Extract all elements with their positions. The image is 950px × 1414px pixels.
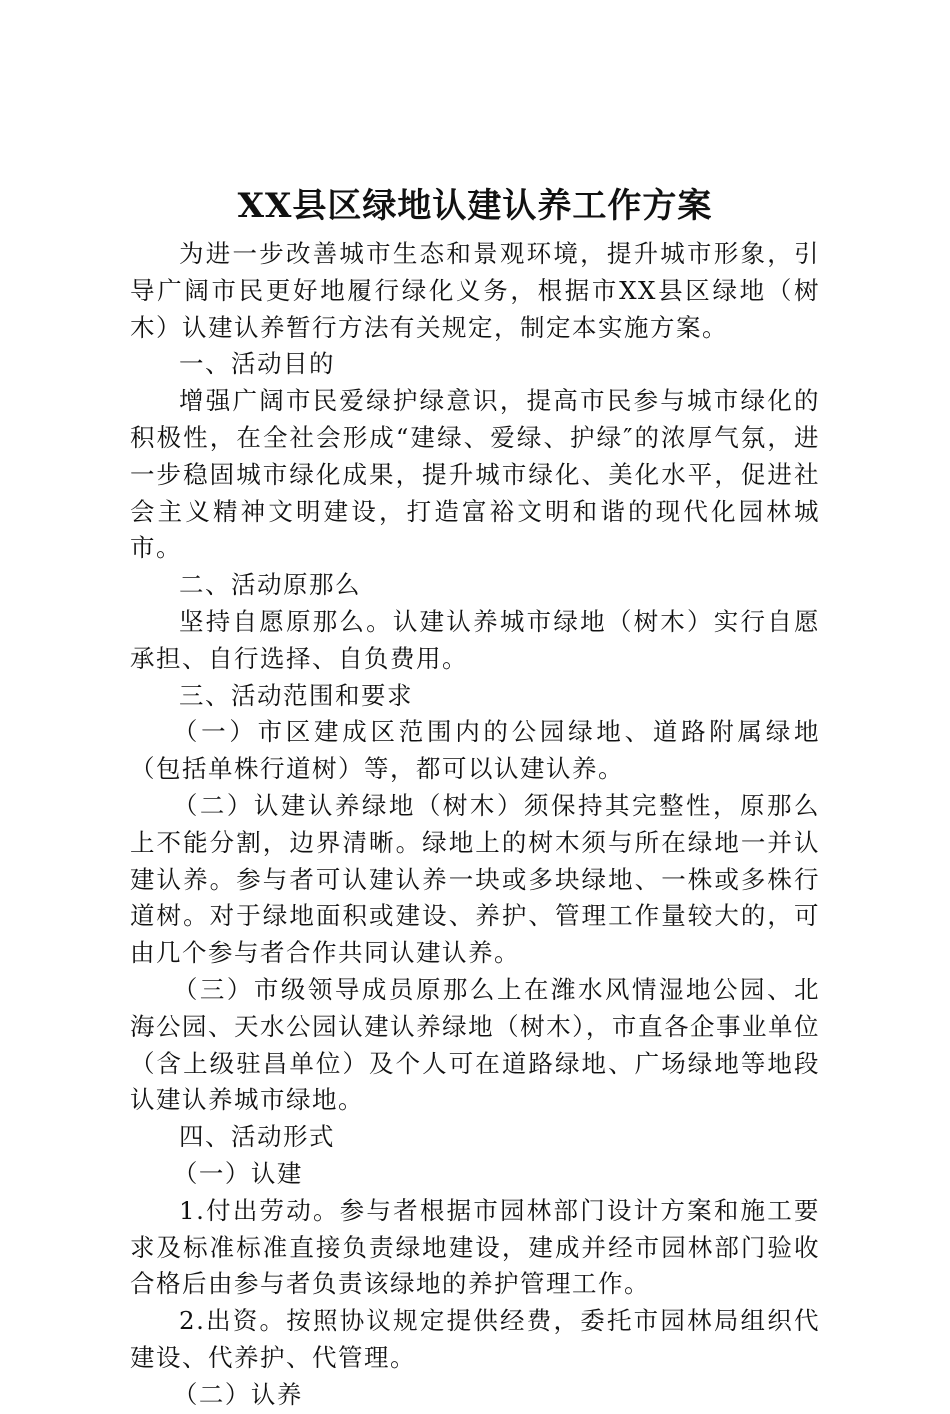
principle-paragraph: 坚持自愿原那么。认建认养城市绿地（树木）实行自愿承担、自行选择、自负费用。 bbox=[130, 606, 820, 673]
intro-paragraph: 为进一步改善城市生态和景观环境，提升城市形象，引导广阔市民更好地履行绿化义务，根据市XX县区绿地（树木）认建认养暂行方法有关规定，制定本实施方案。 bbox=[130, 239, 820, 342]
document-page bbox=[130, 180, 820, 1414]
scope-item-2: （二）认建认养绿地（树木）须保持其完整性，原那么上不能分割，边界清晰。绿地上的树木须与所在绿地一并认建认养。参与者可认建认养一块或多块绿地、一株或多株行道树。对于绿地面积或建设、养护、管理工作量较大的，可由几个参与者合作共同认建认养。 bbox=[130, 790, 820, 968]
section-heading-scope: 三、活动范围和要求 bbox=[179, 680, 413, 710]
purpose-paragraph: 增强广阔市民爱绿护绿意识，提高市民参与城市绿化的积极性，在全社会形成“建绿、爱绿、护绿″的浓厚气氛，进一步稳固城市绿化成果，提升城市绿化、美化水平，促进社会主义精神文明建设，打造富裕文明和谐的现代化园林城市。 bbox=[130, 386, 820, 563]
build-item-1: 1.付出劳动。参与者根据市园林部门设计方案和施工要求及标准标准直接负责绿地建设，建成并经市园林部门验收合格后由参与者负责该绿地的养护管理工作。 bbox=[130, 1195, 820, 1299]
section-heading-principle: 二、活动原那么 bbox=[179, 570, 361, 600]
scope-item-3: （三）市级领导成员原那么上在潍水风情湿地公园、北海公园、天水公园认建认养绿地（树木），市直各企事业单位（含上级驻昌单位）及个人可在道路绿地、广场绿地等地段认建认养城市绿地。 bbox=[130, 974, 820, 1115]
build-item-2: 2.出资。按照协议规定提供经费，委托市园林局组织代建设、代养护、代管理。 bbox=[130, 1306, 820, 1372]
subheading-build: （一）认建 bbox=[172, 1158, 303, 1188]
section-heading-forms: 四、活动形式 bbox=[179, 1122, 335, 1152]
section-heading-purpose: 一、活动目的 bbox=[179, 349, 335, 379]
subheading-adopt: （二）认养 bbox=[172, 1379, 303, 1409]
scope-item-1: （一）市区建成区范围内的公园绿地、道路附属绿地（包括单株行道树）等，都可以认建认养。 bbox=[130, 717, 820, 784]
document-title: XX县区绿地认建认养工作方案 bbox=[237, 186, 713, 226]
